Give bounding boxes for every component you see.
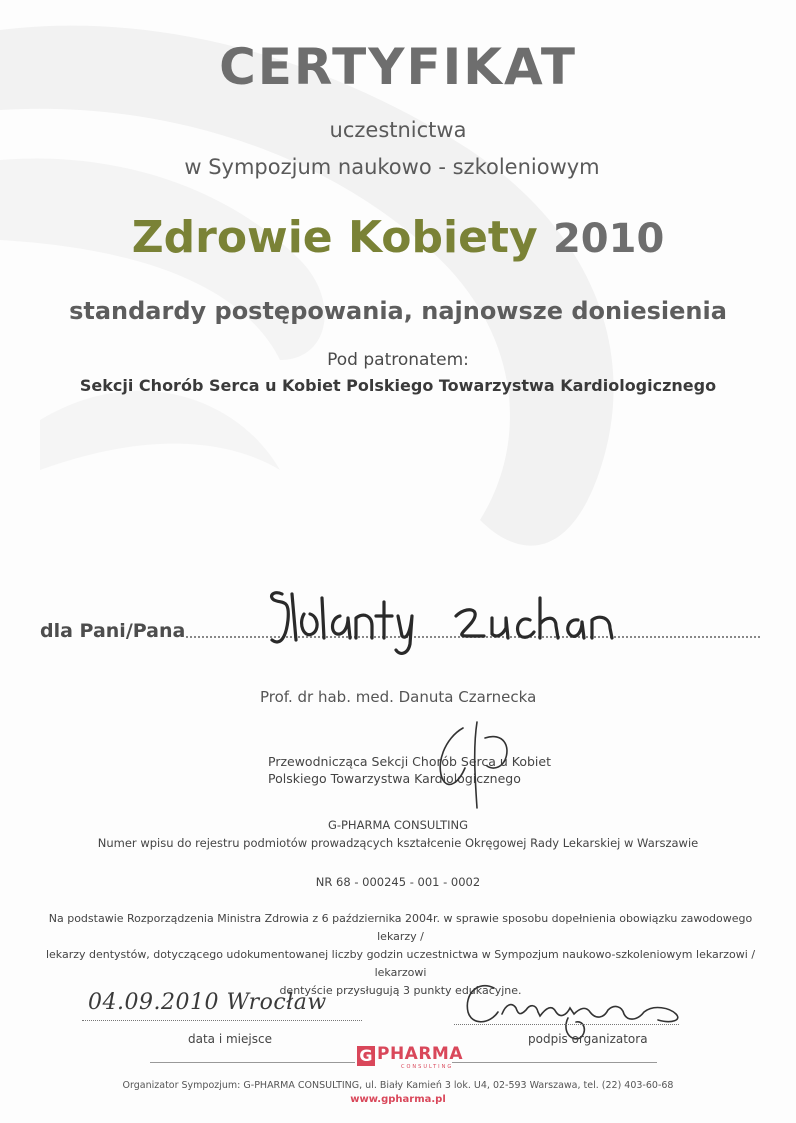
subtitle-participation: uczestnictwa bbox=[329, 118, 467, 142]
signatory-signature bbox=[415, 708, 525, 818]
event-title bbox=[0, 212, 796, 263]
date-place-value: 04.09.2010 Wrocław bbox=[88, 990, 327, 1015]
gpharma-logo-text: PHARMA bbox=[377, 1044, 464, 1064]
organizer-signature-label: podpis organizatora bbox=[528, 1032, 648, 1046]
gpharma-logo-letter: G bbox=[357, 1046, 375, 1066]
gpharma-logo-sub: CONSULTING bbox=[401, 1064, 454, 1070]
company-name: G-PHARMA CONSULTING bbox=[327, 818, 469, 832]
signatory-name: Prof. dr hab. med. Danuta Czarnecka bbox=[260, 688, 537, 706]
signatory-role-line1: Przewodnicząca Sekcji Chorób Serca u Kobiet bbox=[268, 754, 551, 769]
subtitle-symposium: w Sympozjum naukowo - szkoleniowym bbox=[184, 155, 600, 179]
registry-text: Numer wpisu do rejestru podmiotów prowadzących kształcenie Okręgowej Rady Lekarskiej w Warszawie bbox=[97, 836, 699, 850]
organizer-signature-line bbox=[454, 1024, 679, 1025]
recipient-label: dla Pani/Pana bbox=[40, 620, 186, 642]
registry-number: NR 68 - 000245 - 001 - 0002 bbox=[315, 875, 481, 889]
legal-line2: lekarzy dentystów, dotyczącego udokumentowanej liczby godzin uczestnictwa w Sympozjum naukowo-szkoleniowym lekarzowi / lekarzowi bbox=[45, 948, 756, 979]
organizer-website[interactable]: www.gpharma.pl bbox=[350, 1094, 446, 1105]
legal-line1: Na podstawie Rozporządzenia Ministra Zdrowia z 6 października 2004r. w sprawie sposobu dopełnienia obowiązku zawodowego lekarzy / bbox=[48, 912, 753, 943]
organizer-address: Organizator Sympozjum: G-PHARMA CONSULTING, ul. Biały Kamień 3 lok. U4, 02-593 Warszawa, tel. (22) 403-60-68 bbox=[122, 1080, 674, 1091]
patronage-label: Pod patronatem: bbox=[327, 350, 469, 370]
date-place-line bbox=[82, 1020, 362, 1021]
footer-rule-right bbox=[452, 1062, 657, 1063]
footer-rule-left bbox=[150, 1062, 355, 1063]
legal-line3: dentyście przysługują 3 punkty edukacyjne. bbox=[279, 984, 522, 997]
recipient-handwritten-name bbox=[260, 580, 640, 660]
event-name: Zdrowie Kobiety bbox=[131, 212, 538, 263]
patronage-name: Sekcji Chorób Serca u Kobiet Polskiego Towarzystwa Kardiologicznego bbox=[79, 376, 717, 395]
signatory-role-line2: Polskiego Towarzystwa Kardiologicznego bbox=[268, 771, 521, 786]
date-place-label: data i miejsce bbox=[188, 1032, 272, 1046]
certificate-title: CERTYFIKAT bbox=[219, 38, 577, 96]
event-topics: standardy postępowania, najnowsze doniesienia bbox=[69, 297, 727, 325]
event-year: 2010 bbox=[552, 216, 665, 262]
